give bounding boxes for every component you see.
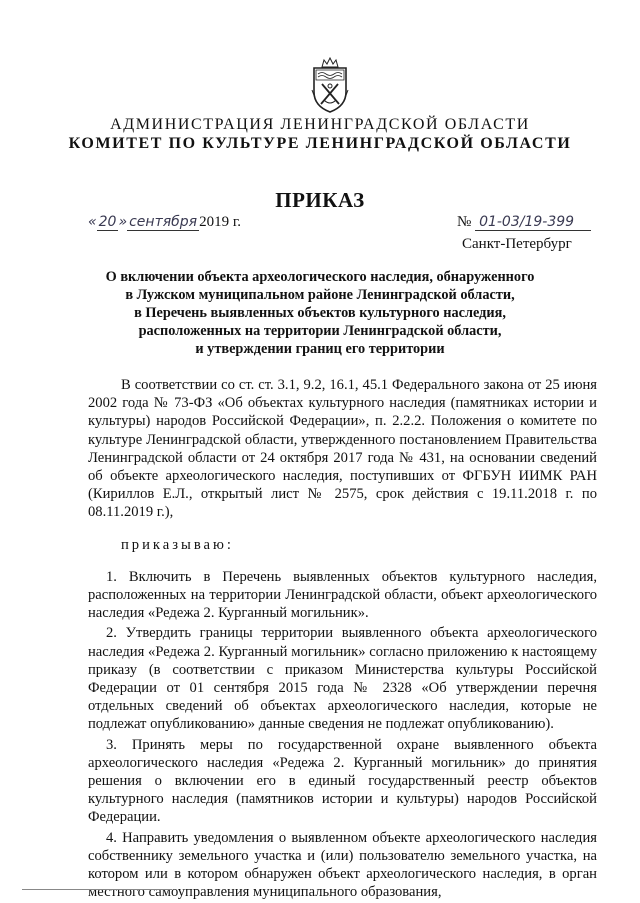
handwritten-month: сентября: [129, 214, 198, 230]
order-word: приказываю:: [121, 536, 234, 553]
document-title: ПРИКАЗ: [275, 188, 365, 212]
organization-name: АДМИНИСТРАЦИЯ ЛЕНИНГРАДСКОЙ ОБЛАСТИ: [110, 116, 530, 133]
order-item: 3. Принять меры по государственной охране выявленного объекта археологического наследия «Редежа 2. Курганный могильник» до принятия решения о включении его в единый государственный реестр объектов культурного наследия (памятников истории и культуры) народов Российской Федерации.: [88, 736, 597, 826]
date-year: 2019 г.: [199, 214, 242, 230]
number-label: №: [457, 214, 472, 230]
subject-line: в Перечень выявленных объектов культурного наследия,: [134, 305, 506, 321]
document-date: « 20 » сентября 2019 г.: [88, 214, 242, 230]
subject-line: и утверждении границ его территории: [195, 341, 445, 357]
footnote-divider: [22, 889, 172, 890]
order-item: 2. Утвердить границы территории выявленного объекта археологического наследия «Редежа 2. Курганный могильник» согласно приложению к настоящему приказу (в соответствии с приказом Министерства культуры Российской Федерации от 01 сентября 2015 года № 2328 «Об утверждении перечня отдельных сведений об объектах археологического наследия, которые не подлежат опубликованию» данные сведения не подлежат опубликованию).: [88, 625, 597, 733]
subject-line: расположенных на территории Ленинградской области,: [138, 323, 502, 339]
subject-line: в Лужском муниципальном районе Ленинградской области,: [125, 287, 515, 303]
preamble-paragraph: В соответствии со ст. ст. 3.1, 9.2, 16.1, 45.1 Федерального закона от 25 июня 2002 года № 73-ФЗ «Об объектах культурного наследия (памятниках истории и культуры) народов Российской Федерации», п. 2.2.2. Положения о комитете по культуре Ленинградской области, утвержденного постановлением Правительства Ленинградской области от 24 октября 2017 года № 431, на основании сведений об объекте археологического наследия, поступивших от ФГБУН ИИМК РАН (Кириллов Е.Л., открытый лист № 2575, срок действия с 19.11.2018 г. по 08.11.2019 г.),: [88, 377, 597, 521]
city-name: Санкт-Петербург: [462, 236, 572, 252]
committee-name: КОМИТЕТ ПО КУЛЬТУРЕ ЛЕНИНГРАДСКОЙ ОБЛАСТИ: [68, 135, 572, 152]
document-body: [88, 376, 597, 903]
document-number: [457, 214, 591, 231]
document-subject: [70, 268, 570, 358]
order-item: 4. Направить уведомления о выявленном объекте археологического наследия собственнику земельного участка и (или) пользователю земельного участка, на котором или в котором обнаружен объект археологического наследия, в орган местного самоуправления муниципального образования,: [88, 829, 597, 901]
subject-line: О включении объекта археологического наследия, обнаруженного: [105, 269, 535, 285]
order-item: 1. Включить в Перечень выявленных объектов культурного наследия, расположенных на территории Ленинградской области, объект археологического наследия «Редежа 2. Курганный могильник».: [88, 568, 597, 622]
handwritten-day: 20: [98, 214, 117, 230]
handwritten-number: 01-03/19-399: [475, 214, 591, 231]
coat-of-arms-icon: [308, 56, 352, 114]
